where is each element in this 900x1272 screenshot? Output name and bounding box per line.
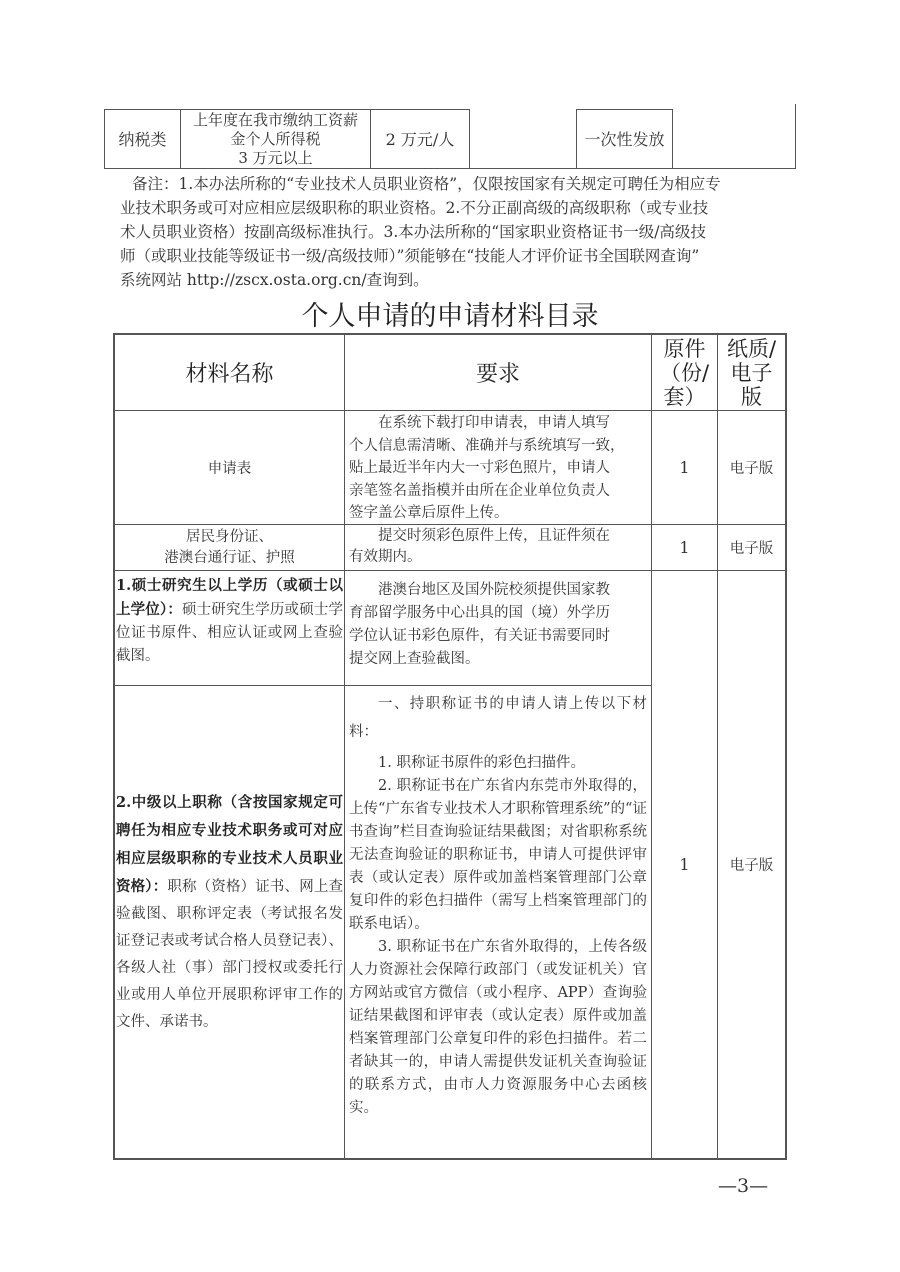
header-line: 电子 — [730, 360, 773, 385]
condition-line: 上年度在我市缴纳工资薪 — [192, 110, 358, 129]
requirement-line: 个人信息需清晰、准确并与系统填写一致， — [349, 437, 625, 454]
table-border — [104, 168, 796, 169]
payment-cell: 一次性发放 — [584, 129, 665, 149]
row-master-degree-name — [116, 574, 343, 684]
requirement-paragraph: 2. 职称证书在广东省内东莞市外取得的，上传“广东省专业技术人才职称管理系统”的“证书查询”栏目查询验证结果截图；对省职称系统无法查询验证的职称证书，申请人可提供评审表（或认定表）原件或加盖档案管理部门公章复印件的彩色扫描件（需写上档案管理部门的联系电话）。 — [349, 778, 647, 932]
name-bold-label: 2.中级以上职称（含按国家规定可聘任为相应专业技术职务或可对应相应层级职称的专业技术人员职业资格）： — [116, 794, 343, 895]
row-master-degree-requirement — [345, 579, 651, 684]
name-line: 港澳台通行证、护照 — [164, 549, 295, 566]
name-detail: 职称（资格）证书、网上查验截图、职称评定表（考试报名发证登记表或考试合格人员登记表）、各级人社（事）部门授权或委托行业或用人单位开展职称评审工作的文件、承诺书。 — [116, 879, 344, 1030]
header-line: 原件 — [663, 336, 706, 361]
row-professional-title-requirement — [345, 690, 651, 1156]
header-line: 套） — [663, 384, 706, 409]
name-detail: 硕士研究生学历或硕士学位证书原件、相应认证或网上查验截图。 — [116, 602, 343, 664]
row-professional-title-name — [116, 789, 343, 1069]
row-id-documents-name — [115, 525, 344, 570]
requirement-line: 学位认证书彩色原件，有关证书需要同时 — [349, 628, 610, 644]
requirement-line: 有效期内。 — [349, 549, 422, 565]
requirement-paragraph: 一、持职称证书的申请人请上传以下材料： — [349, 696, 647, 740]
requirement-line: 育部留学服务中心出具的国（境）外学历 — [349, 605, 610, 621]
empty-cell — [673, 110, 795, 168]
category-cell: 纳税类 — [118, 129, 167, 149]
footnote-line: 备注：1.本办法所称的“专业技术人员职业资格”，仅限按国家有关规定可聘任为相应专 — [132, 175, 721, 193]
condition-cell — [181, 110, 370, 168]
footnote — [120, 172, 800, 292]
requirement-line: 签字盖公章后原件上传。 — [349, 505, 509, 521]
name-line: 居民身份证、 — [186, 528, 273, 545]
merged-format-cell: 电子版 — [729, 858, 774, 874]
header-requirement: 要求 — [475, 362, 520, 387]
row-id-documents-requirement — [345, 525, 651, 570]
name-bold-label: 1.硕士研究生以上学历（或硕士以上学位）： — [116, 577, 343, 618]
table-border — [785, 333, 787, 1160]
header-format — [718, 335, 785, 410]
row-application-form-count: 1 — [679, 458, 690, 477]
footnote-line: 术人员职业资格）按副高级标准执行。3.本办法所称的“国家职业资格证书一级/高级技 — [120, 223, 706, 241]
header-material-name: 材料名称 — [185, 362, 274, 387]
requirement-paragraph: 1. 职称证书原件的彩色扫描件。 — [378, 755, 585, 771]
table-border — [113, 1158, 786, 1160]
requirement-line: 贴上最近半年内大一寸彩色照片，申请人 — [349, 460, 610, 476]
requirement-paragraph: 3. 职称证书在广东省外取得的，上传各级人力资源社会保障行政部门（或发证机关）官方网站或官方微信（或小程序、APP）查询验证结果截图和评审表（或认定表）原件或加盖档案管理部门公章复印件的彩色扫描件。若二者缺其一的，申请人需提供发证机关查询验证的联系方式，由市人力资源服务中心去函核实。 — [349, 939, 647, 1116]
requirement-line: 在系统下载打印申请表，申请人填写 — [378, 415, 610, 431]
page-number: —3— — [718, 1175, 769, 1197]
footnote-line: 业技术职务或可对应相应层级职称的职业资格。2.不分正副高级的高级职称（或专业技 — [120, 199, 709, 217]
amount-cell: 2 万元/人 — [385, 129, 455, 149]
requirement-line: 亲笔签名盖指模并由所在企业单位负责人 — [349, 482, 610, 499]
footnote-line: 师（或职业技能等级证书一级/高级技师）”须能够在“技能人才评价证书全国联网查询” — [120, 247, 700, 265]
row-id-documents-format: 电子版 — [729, 541, 774, 557]
header-original-count — [652, 335, 717, 410]
page-title: 个人申请的申请材料目录 — [301, 301, 599, 332]
requirement-line: 提交时须彩色原件上传，且证件须在 — [378, 528, 610, 544]
footnote-line: 系统网站 http://zscx.osta.org.cn/查询到。 — [120, 271, 429, 289]
header-line: 纸质/ — [726, 336, 777, 361]
merged-count-cell: 1 — [679, 855, 690, 874]
condition-line: 3 万元以上 — [238, 148, 313, 167]
header-line: 版 — [741, 384, 762, 409]
row-application-form-name: 申请表 — [207, 461, 252, 477]
row-application-form-format: 电子版 — [729, 461, 774, 477]
table-border — [795, 104, 796, 169]
requirement-line: 港澳台地区及国外院校须提供国家教 — [378, 582, 610, 598]
header-line: （份/ — [659, 360, 710, 385]
empty-cell — [470, 110, 576, 168]
requirement-line: 提交网上查验截图。 — [349, 651, 480, 667]
table-border — [113, 685, 651, 686]
row-application-form-requirement — [345, 411, 651, 524]
row-id-documents-count: 1 — [679, 538, 690, 557]
condition-line: 金个人所得税 — [230, 129, 321, 148]
